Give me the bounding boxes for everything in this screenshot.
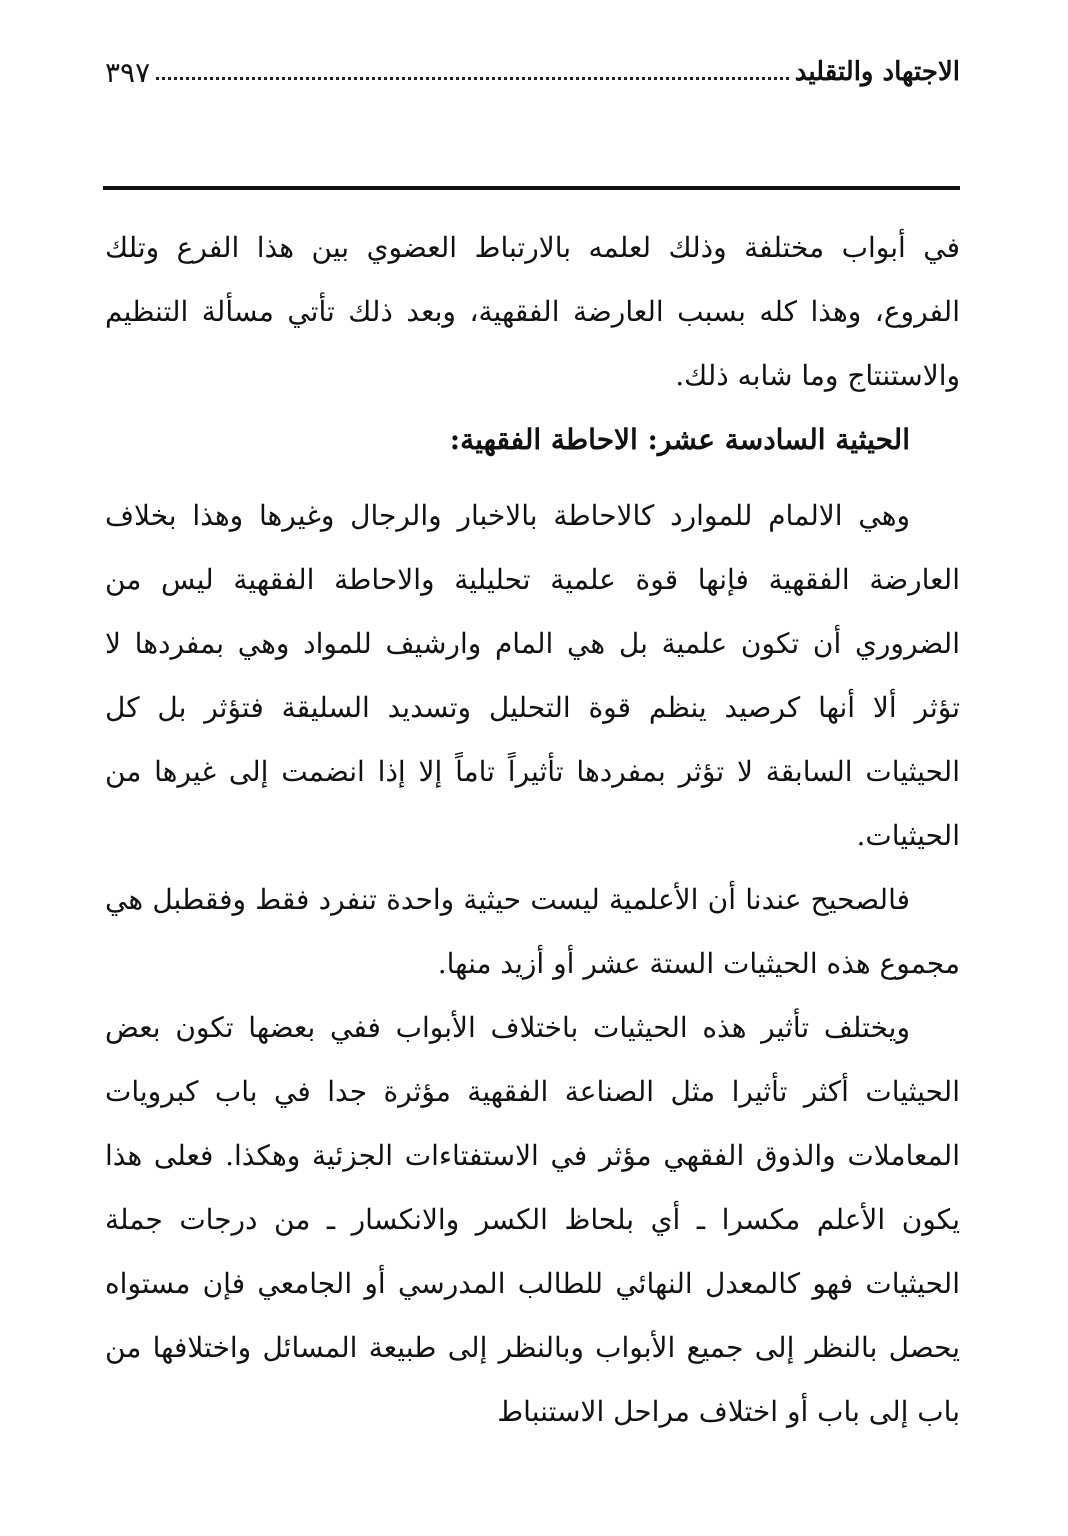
running-header (105, 52, 960, 92)
dotted-leader (156, 77, 789, 80)
header-rule (103, 186, 960, 190)
section-heading: الحيثية السادسة عشر: الاحاطة الفقهية: (449, 423, 910, 456)
paragraph-1: وهي الالمام للموارد كالاحاطة بالاخبار والرجال وغيرها وهذا بخلاف العارضة الفقهية فإنها قوة علمية تحليلية والاحاطة الفقهية ليس من الضروري أن تكون علمية بل هي المام وارشيف للمواد وهي بمفردها لا تؤثر ألا أنها كرصيد ينظم قوة التحليل وتسديد السليقة فتؤثر بل كل الحيثيات السابقة لا تؤثر بمفردها تأثيراً تاماً إلا إذا انضمت إلى غيرها من الحيثيات. (105, 499, 960, 852)
paragraph-3: ويختلف تأثير هذه الحيثيات باختلاف الأبواب ففي بعضها تكون بعض الحيثيات أكثر تأثيرا مثل الصناعة الفقهية مؤثرة جدا في باب كبرويات المعاملات والذوق الفقهي مؤثر في الاستفتاءات الجزئية وهكذا. فعلى هذا يكون الأعلم مكسرا ـ أي بلحاظ الكسر والانكسار ـ من درجات جملة الحيثيات فهو كالمعدل النهائي للطالب المدرسي أو الجامعي فإن مستواه يحصل بالنظر إلى جميع الأبواب وبالنظر إلى طبيعة المسائل واختلافها من باب إلى باب أو اختلاف مراحل الاستنباط (105, 1011, 960, 1428)
continuation-paragraph: في أبواب مختلفة وذلك لعلمه بالارتباط العضوي بين هذا الفرع وتلك الفروع، وهذا كله بسبب العارضة الفقهية، وبعد ذلك تأتي مسألة التنظيم والاستنتاج وما شابه ذلك. (105, 231, 960, 392)
page-number: ٣٩٧ (105, 55, 151, 89)
paragraph-2: فالصحيح عندنا أن الأعلمية ليست حيثية واحدة تنفرد فقط وفقطبل هي مجموع هذه الحيثيات الستة عشر أو أزيد منها. (105, 883, 960, 980)
running-title: الاجتهاد والتقليد (794, 57, 960, 87)
body-text (105, 216, 960, 1444)
